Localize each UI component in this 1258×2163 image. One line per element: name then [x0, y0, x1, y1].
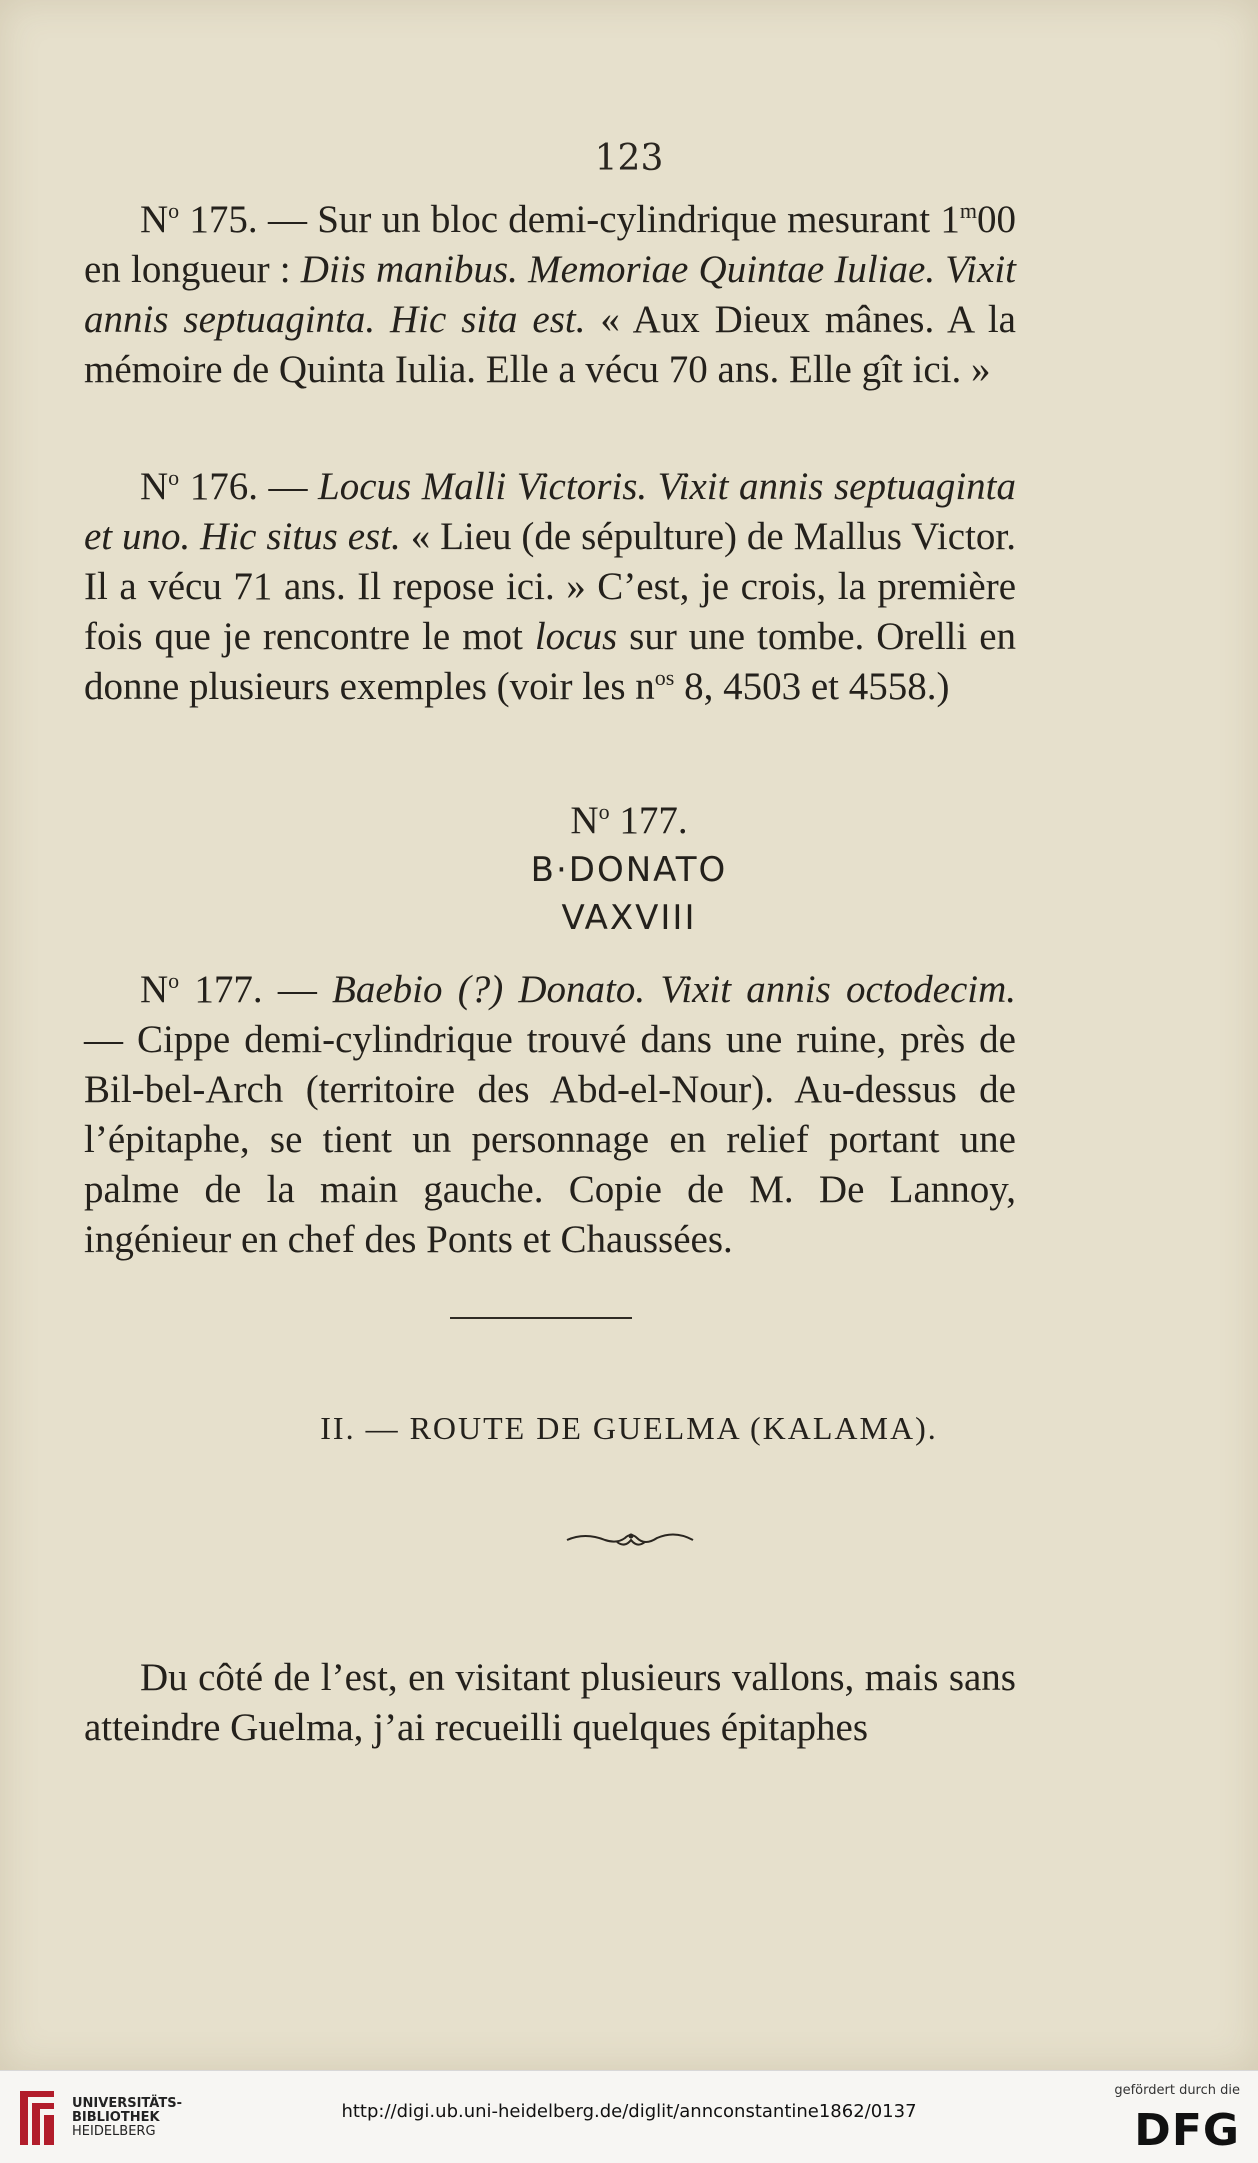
closing-paragraph: Du côté de l’est, en visitant plusieurs vallons, mais sans atteindre Guelma, j’ai recueilli quelques épitaphes [84, 1656, 1016, 1749]
paragraph-175-block [84, 195, 1016, 395]
latin-text: Baebio (?) Donato. Vixit annis octodecim. [332, 968, 1017, 1011]
dfg-logo: DFG [1134, 2105, 1240, 2156]
university-name: UNIVERSITÄTS- BIBLIOTHEK HEIDELBERG [72, 2096, 182, 2139]
inscription-line-2: VAXVIII [561, 898, 697, 938]
emphasized-word: locus [534, 615, 618, 658]
digitization-footer [0, 2070, 1258, 2163]
inscription-line-1: B·DONATO [530, 850, 728, 890]
paragraph-175: $N^o$ 175. — Sur un bloc demi-cylindrique mesurant 1$^m$00 en longueur : Diis manibus. Memoriae Quintae Iuliae. Vixit annis septuaginta. Hic sita est. « Aux Dieux mânes. A la mémoire de Quinta Iulia. Elle a vécu 70 ans. Elle gît ici. » [84, 198, 1016, 391]
section-divider-rule [450, 1317, 632, 1319]
paragraph-176-block [84, 462, 1016, 712]
funded-by-label: gefördert durch die [1114, 2083, 1240, 2098]
latin-text: Locus Malli Victoris. Vixit annis septuaginta et uno. Hic situs est. [84, 465, 1017, 558]
latin-text: Diis manibus. Memoriae Quintae Iuliae. Vixit annis septuaginta. Hic sita est. [84, 248, 1016, 341]
paragraph-176: $N^o$ 176. — Locus Malli Victoris. Vixit annis septuaginta et uno. Hic situs est. « Lieu (de sépulture) de Mallus Victor. Il a vécu 71 ans. Il repose ici. » C’est, je crois, la première fois que je rencontre le mot locus sur une tombe. Orelli en donne plusieurs exemples (voir les $n^{os}$ 8, 4503 et 4558.) [84, 465, 1017, 708]
closing-paragraph-block [84, 1653, 1016, 1753]
paragraph-177-block [84, 965, 1016, 1265]
ornament-flourish-icon [565, 1528, 695, 1550]
section-heading: II. — ROUTE DE GUELMA (KALAMA). [320, 1410, 938, 1446]
source-url-link[interactable]: http://digi.ub.uni-heidelberg.de/diglit/annconstantine1862/0137 [341, 2101, 917, 2122]
entry-177-title: $N^o$ 177. [570, 799, 688, 842]
page-number: 123 [594, 138, 664, 179]
paragraph-177: $N^o$ 177. — Baebio (?) Donato. Vixit annis octodecim. — Cippe demi-cylindrique trouvé dans une ruine, près de Bil-bel-Arch (territoire des Abd-el-Nour). Au-dessus de l’épitaphe, se tient un personnage en relief portant une palme de la main gauche. Copie de M. De Lannoy, ingénieur en chef des Ponts et Chaussées. [84, 968, 1017, 1261]
